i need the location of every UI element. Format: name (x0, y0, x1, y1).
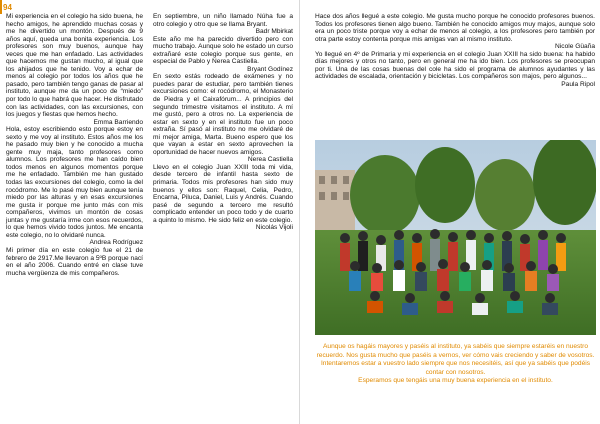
testimonial-author: Nicolás Vijoli (255, 224, 293, 232)
testimonial-author: Badr Mbirkat (255, 28, 293, 36)
testimonial-text: Hola, estoy escribiendo esto porque estoy en sexto y me voy al instituto. Estos años me los he pasado muy bien y he conocido a mucha gente muy maja, tanto profesores como alumnos. Los profesores me han caído bien todos menos en algunos momentos porque me he enfadado. También me han gustado todas las excursiones del colegio, como la del rocódromo. Me lo pasé muy bien aunque tenía miedo por las alturas y en esas excursiones me gusta ir porque me junto más con mis compañeros, vivimos un montón de cosas juntas y me gustaría irme con esos recuerdos, lo que hemos vivido todos juntos. Me encanta este colegio, no lo olvidaré nunca. (6, 126, 143, 239)
testimonial-text: Este año me ha parecido divertido pero con mucho trabajo. Aunque solo he estado un curso extrañaré este colegio porque sus gente, en especial de Pablo y Nerea Castiella. (153, 35, 293, 66)
testimonial-text: Hace dos años llegué a este colegio. Me gusta mucho porque he conocido profesores buenos. Todos los profesores tienen algo bueno. También he conocido amigos muy majos, aunque solo era un poco triste porque voy a echar de menos al colegio, a los profesores pero también por otra parte estoy contenta porque mis amigas van al mismo instituto. (315, 13, 595, 43)
right-page (300, 0, 600, 424)
testimonial-author: Andrea Rodríguez (89, 239, 143, 247)
testimonial-text: Llevo en el colegio Juan XXIII toda mi vida, desde tercero de infantil hasta sexto de primaria. Todos mis profesores han sido muy buenos y ellos son: Raquel, Celia, Pedro, Encarna, Piluca, Daniel, Luis y Andrés. Cuando pasé de segundo a tercero me resultó complicado entender un poco todo y de cuarto a quinto lo mismo. He sido feliz en este colegio. (153, 163, 293, 224)
testimonial-text: Mi primer día en este colegio fue el 21 de febrero de 2917.Me llevaron a 5ºB porque nací en el año 2006. Cuando entré en clase tuve mucha vergüenza de mis compañeros. (6, 246, 143, 277)
testimonial-author: Nicole Güaña (555, 43, 595, 51)
testimonial-author: Bryant Godínez (247, 65, 293, 73)
group-photo (315, 140, 596, 335)
page-number-marker (0, 0, 2, 14)
page-number: 94 (3, 3, 12, 12)
right-column (315, 13, 595, 88)
testimonial-text: En sexto estás rodeado de exámenes y no puedes parar de estudiar, pero también tienes excursiones como: el rocódromo, el Monasterio de Piedra y el Caixafórum... A principios del segundo trimestre visitamos el instituto. A mí me gustó, pero a otros no. La experiencia de estar en sexto y en el instituto fue un poco extraña. Sí pasó al instituto no me olvidaré de mi mejor amiga, Marta. Bueno espero que los que vayan a estar en sexto aprovechen la oportunidad de hacer nuevos amigos. (153, 73, 293, 156)
photo-caption (315, 343, 596, 386)
testimonial-text: En septiembre, un niño llamado Núha fue a otro colegio y otro que se llama Bryant. (153, 13, 293, 28)
caption-paragraph: Esperamos que tengáis una muy buena experiencia en el instituto. (358, 377, 553, 385)
testimonial-author: Paula Ripol (561, 80, 595, 88)
testimonial-author: Emma Barriendo (93, 118, 143, 126)
left-column-2 (153, 13, 293, 232)
left-column-1 (6, 13, 143, 277)
caption-paragraph: Intentaremos estar a vuestro lado siempre que nos necesitéis, así que ya sabéis que podéis contar con nosotros. (320, 360, 591, 376)
testimonial-text: Mi experiencia en el colegio ha sido buena, he hecho amigos, he aprendido muchas cosas y me he divertido un montón. Después de 9 años aquí, queda una bonita experiencia. Los profesores son muy buenos, aunque hay veces que me han enfadado. Las actividades que hacemos me gustan mucho, al igual que los ahijados que he tenido. Voy a echar de menos al colegio por todos los años que he pasado, pero también tengo ganas de pasar al instituto, aunque me da un poco de “miedo” por todo lo que habrá que hacer. He disfrutado con las actividades, con las excursiones, con los juegos y fiestas que hemos hecho. (6, 13, 143, 119)
testimonial-author: Nerea Castiella (247, 156, 293, 164)
testimonial-text: Yo llegué en 4º de Primaria y mi experiencia en el colegio Juan XXIII ha sido buena: ha habido días mejores y otros no tanto, pero en general me ha ido bien. Los profesores se preocupan por ti. Una de las cosas buenas del cole ha sido el programa de alumnos ayudantes y las actividades de escalada, orientación y bicicletas. Los compañeros son majos, pero algunos... (315, 50, 595, 81)
caption-paragraph: Aunque os hagáis mayores y paséis al instituto, ya sabéis que siempre estaréis en nuestro recuerdo. Nos gusta mucho que paséis a vernos, ver cómo vais creciendo y saber de vosotros. (316, 343, 595, 359)
